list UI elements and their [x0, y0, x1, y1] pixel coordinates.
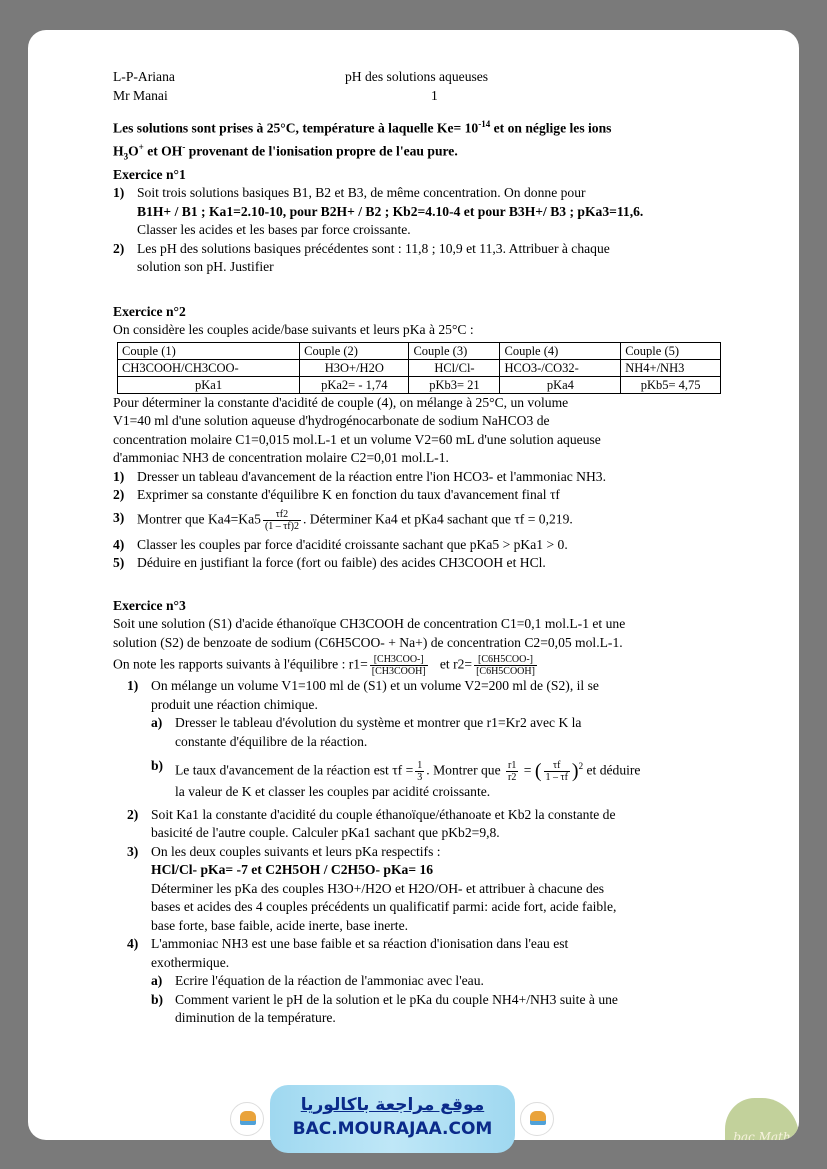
ex3-q4b-line2: diminution de la température.: [175, 1010, 336, 1026]
left-logo-icon: [230, 1102, 264, 1136]
ex3-q1-line2: produit une réaction chimique.: [151, 696, 318, 712]
ex3-q3-line3: Déterminer les pKa des couples H3O+/H2O et H2O/OH- et attribuer à chacune des: [151, 880, 605, 896]
ex1-q1: 1) Soit trois solutions basiques B1, B2 et B3, de même concentration. On donne pour: [113, 185, 586, 201]
ex3-q2-line2: basicité de l'autre couple. Calculer pKa1 sachant que pKb2=9,8.: [151, 825, 500, 841]
pka-table: [117, 342, 721, 394]
ex3-p3: On note les rapports suivants à l'équilibre : r1= $\frac{\text{[CH3COO-]}}{\text{[CH3COOH]}}$ et r2= $\frac{\text{[C6H5COO-]}}{\text{[C6H5COOH]}}$: [113, 654, 535, 678]
ex2-q3: 3) Montrer que Ka4=Ka5 $\frac{\tau f2}{(1 - \tau f)2}$ . Déterminer Ka4 et pKa4 sachant que τf = 0,219.: [113, 508, 573, 532]
intro-line-2: $H_3O^+$ et OH- provenant de l'ionisation propre de l'eau pure.: [113, 142, 458, 162]
ex3-p2: solution (S2) de benzoate de sodium (C6H5COO- + Na+) de concentration C2=0,05 mol.L-1.: [113, 634, 623, 650]
document-title: pH des solutions aqueuses: [345, 69, 489, 84]
ex2-p4: d'ammoniac NH3 de concentration molaire C2=0,01 mol.L-1.: [113, 450, 449, 466]
ex3-q1b: b) Le taux d'avancement de la réaction est τf = $\frac{1}{3}$ . Montrer que $\frac{r1}{r2}$ = ( $\frac{\tau f}{1 - \tau f}$ )$^2$ et déduire: [151, 758, 641, 784]
site-arabic-name: موقع مراجعة باكالوريا: [300, 1095, 485, 1115]
table-cell: pKa2= - 1,74: [300, 376, 409, 393]
table-cell: CH3COOH/CH3COO-: [118, 359, 300, 376]
ex3-q1: 1) On mélange un volume V1=100 ml de (S1) et un volume V2=200 ml de (S2), il se: [127, 678, 599, 694]
ex1-q2: 2) Les pH des solutions basiques précédentes sont : 11,8 ; 10,9 et 11,3. Attribuer à chaque: [113, 240, 610, 256]
table-cell: Couple (2): [300, 342, 409, 359]
site-url[interactable]: BAC.MOURAJAA.COM: [292, 1119, 493, 1139]
table-cell: H3O+/H2O: [300, 359, 409, 376]
page-number: 1: [431, 87, 438, 103]
ex2-title: Exercice n°2: [113, 303, 186, 319]
ex3-q3-line4: bases et acides des 4 couples précédents un qualificatif parmi: acide fort, acide faible,: [151, 899, 617, 915]
teacher-name: Mr Manai: [113, 87, 168, 103]
ex3-q3-line5: base forte, base faible, acide inerte, base inerte.: [151, 917, 409, 933]
table-cell: pKb5= 4,75: [621, 376, 721, 393]
header-row-2: [113, 87, 723, 106]
ex1-q1-line3: Classer les acides et les bases par force croissante.: [137, 222, 411, 238]
ex3-q1b-line2: la valeur de K et classer les couples par acidité croissante.: [175, 784, 491, 800]
table-cell: pKb3= 21: [409, 376, 500, 393]
ex1-q2-line2: solution son pH. Justifier: [137, 259, 274, 275]
ex2-q2: 2) Exprimer sa constante d'équilibre K en fonction du taux d'avancement final τf: [113, 487, 560, 503]
ex2-p1: Pour déterminer la constante d'acidité de couple (4), on mélange à 25°C, un volume: [113, 394, 569, 410]
table-cell: HCO3-/CO32-: [500, 359, 621, 376]
ex3-q2: 2) Soit Ka1 la constante d'acidité du couple éthanoïque/éthanoate et Kb2 la constante de: [127, 806, 616, 822]
table-cell: Couple (1): [118, 342, 300, 359]
ex3-q4a: a) Ecrire l'équation de la réaction de l'ammoniac avec l'eau.: [151, 973, 484, 989]
ex2-intro: On considère les couples acide/base suivants et leurs pKa à 25°C :: [113, 322, 474, 338]
ex3-q3: 3) On les deux couples suivants et leurs pKa respectifs :: [127, 843, 441, 859]
header-row-1: [113, 68, 723, 87]
ex3-q4: 4) L'ammoniac NH3 est une base faible et sa réaction d'ionisation dans l'eau est: [127, 936, 569, 952]
intro-line-1: Les solutions sont prises à 25°C, température à laquelle $Ke= 10^{-14}$ et on néglige les ions: [113, 119, 612, 136]
ex2-p2: V1=40 ml d'une solution aqueuse d'hydrogénocarbonate de sodium NaHCO3 de: [113, 413, 550, 429]
ex3-p1: Soit une solution (S1) d'acide éthanoïque CH3COOH de concentration C1=0,1 mol.L-1 et une: [113, 616, 626, 632]
table-cell: Couple (4): [500, 342, 621, 359]
bac-math-badge: bac Math: [725, 1098, 799, 1140]
ex3-q1a: a) Dresser le tableau d'évolution du système et montrer que r1=Kr2 avec K la: [151, 715, 582, 731]
school-name: L-P-Ariana: [113, 69, 175, 84]
table-cell: Couple (5): [621, 342, 721, 359]
table-cell: Couple (3): [409, 342, 500, 359]
table-cell: pKa4: [500, 376, 621, 393]
ex2-p3: concentration molaire C1=0,015 mol.L-1 et un volume V2=60 mL d'une solution aqueuse: [113, 431, 601, 447]
ex3-q3-line2: HCl/Cl- pKa= -7 et C2H5OH / C2H5O- pKa= 16: [151, 862, 434, 878]
ex2-q4: 4) Classer les couples par force d'acidité croissante sachant que pKa5 > pKa1 > 0.: [113, 536, 568, 552]
right-logo-icon: [520, 1102, 554, 1136]
table-cell: HCl/Cl-: [409, 359, 500, 376]
site-banner[interactable]: [270, 1085, 515, 1153]
document-page: [28, 30, 799, 1140]
table-cell: NH4+/NH3: [621, 359, 721, 376]
ex3-q1a-line2: constante d'équilibre de la réaction.: [175, 733, 368, 749]
ex1-q1-line2: B1H+ / B1 ; Ka1=2.10-10, pour B2H+ / B2 ; Kb2=4.10-4 et pour B3H+/ B3 ; pKa3=11,6.: [137, 203, 644, 219]
ex2-q1: 1) Dresser un tableau d'avancement de la réaction entre l'ion HCO3- et l'ammoniac NH3.: [113, 468, 606, 484]
ex1-title: Exercice n°1: [113, 166, 186, 182]
document-content: [113, 68, 723, 1028]
ex3-title: Exercice n°3: [113, 597, 186, 613]
ex3-q4-line2: exothermique.: [151, 954, 230, 970]
table-cell: pKa1: [118, 376, 300, 393]
ex2-q5: 5) Déduire en justifiant la force (fort ou faible) des acides CH3COOH et HCl.: [113, 555, 546, 571]
ex3-q4b: b) Comment varient le pH de la solution et le pKa du couple NH4+/NH3 suite à une: [151, 991, 618, 1007]
